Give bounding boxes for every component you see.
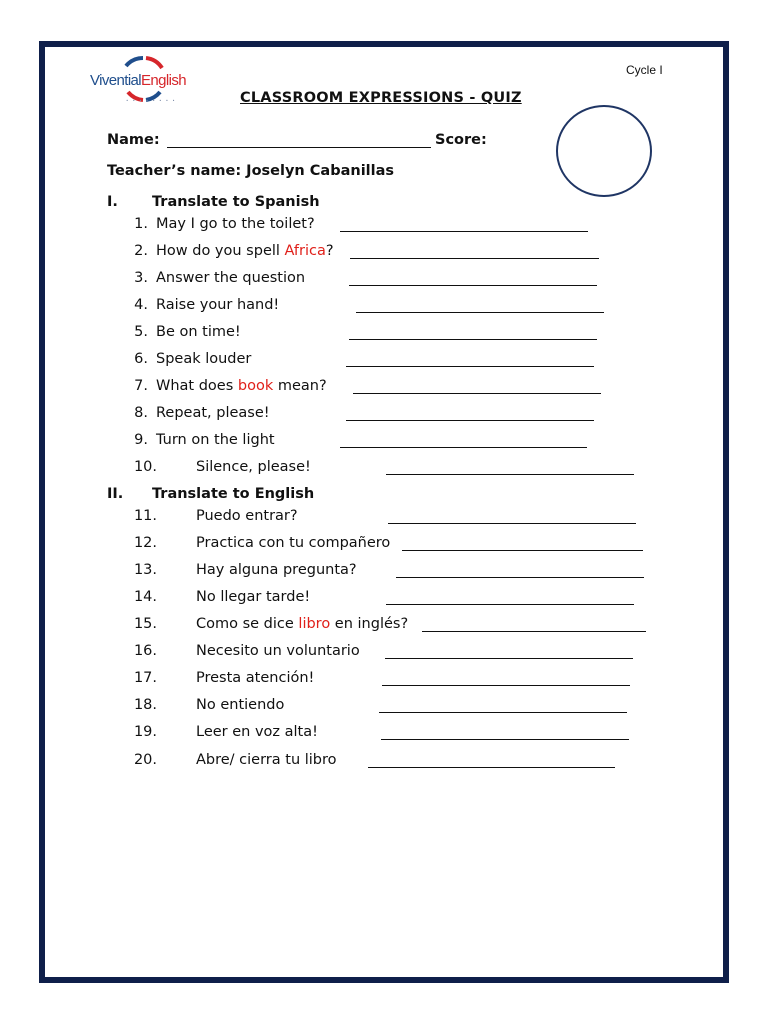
- item-prompt: What does book mean?: [156, 378, 327, 394]
- answer-blank[interactable]: [385, 658, 633, 659]
- item-number: 13.: [133, 562, 157, 578]
- item-prompt: No llegar tarde!: [196, 589, 311, 605]
- cycle-label: Cycle I: [626, 63, 663, 77]
- item-number: 9.: [134, 432, 148, 448]
- item-prompt: Abre/ cierra tu libro: [196, 752, 337, 768]
- item-prompt: Repeat, please!: [156, 405, 270, 421]
- page-title: CLASSROOM EXPRESSIONS - QUIZ: [240, 90, 522, 106]
- item-prompt: Puedo entrar?: [196, 508, 298, 524]
- item-number: 2.: [134, 243, 148, 259]
- item-prompt: May I go to the toilet?: [156, 216, 315, 232]
- item-prompt: Necesito un voluntario: [196, 643, 360, 659]
- item-prompt: How do you spell Africa?: [156, 243, 334, 259]
- item-prompt: Presta atención!: [196, 670, 315, 686]
- answer-blank[interactable]: [402, 550, 643, 551]
- answer-blank[interactable]: [386, 604, 634, 605]
- answer-blank[interactable]: [396, 577, 644, 578]
- answer-blank[interactable]: [340, 447, 587, 448]
- logo-tagline-decoration: • • • • • • • •: [126, 98, 177, 103]
- item-number: 18.: [133, 697, 157, 713]
- item-number: 5.: [134, 324, 148, 340]
- item-number: 19.: [133, 724, 157, 740]
- item-prompt: Be on time!: [156, 324, 241, 340]
- name-field[interactable]: [167, 147, 431, 148]
- item-prompt: Practica con tu compañero: [196, 535, 391, 551]
- item-prompt: Turn on the light: [156, 432, 275, 448]
- item-prompt: Hay alguna pregunta?: [196, 562, 357, 578]
- name-label: Name:: [107, 132, 160, 148]
- section-1-number: I.: [107, 194, 118, 210]
- item-prompt: Como se dice libro en inglés?: [196, 616, 409, 632]
- item-number: 8.: [134, 405, 148, 421]
- item-number: 7.: [134, 378, 148, 394]
- item-number: 15.: [133, 616, 157, 632]
- section-1-title: Translate to Spanish: [152, 194, 320, 210]
- item-number: 6.: [134, 351, 148, 367]
- section-2-number: II.: [107, 486, 124, 502]
- answer-blank[interactable]: [422, 631, 646, 632]
- answer-blank[interactable]: [368, 767, 615, 768]
- answer-blank[interactable]: [350, 258, 599, 259]
- highlighted-word: libro: [298, 616, 331, 632]
- item-number: 16.: [133, 643, 157, 659]
- item-prompt: Speak louder: [156, 351, 252, 367]
- score-label: Score:: [435, 132, 487, 148]
- logo-wordmark: ViventialEnglish: [90, 72, 187, 89]
- answer-blank[interactable]: [356, 312, 604, 313]
- item-prompt: Answer the question: [156, 270, 306, 286]
- item-number: 14.: [133, 589, 157, 605]
- item-number: 3.: [134, 270, 148, 286]
- item-number: 4.: [134, 297, 148, 313]
- item-number: 1.: [134, 216, 148, 232]
- answer-blank[interactable]: [386, 474, 634, 475]
- teacher-name: Teacher’s name: Joselyn Cabanillas: [107, 163, 395, 179]
- item-number: 17.: [133, 670, 157, 686]
- item-number: 12.: [133, 535, 157, 551]
- answer-blank[interactable]: [349, 285, 597, 286]
- item-prompt: Silence, please!: [196, 459, 311, 475]
- highlighted-word: Africa: [284, 243, 326, 259]
- answer-blank[interactable]: [382, 685, 630, 686]
- score-circle: [556, 105, 652, 197]
- answer-blank[interactable]: [346, 420, 594, 421]
- vivential-english-logo: [88, 54, 200, 110]
- answer-blank[interactable]: [381, 739, 629, 740]
- item-prompt: Leer en voz alta!: [196, 724, 318, 740]
- item-number: 20.: [133, 752, 157, 768]
- item-prompt: No entiendo: [196, 697, 285, 713]
- item-prompt: Raise your hand!: [156, 297, 280, 313]
- answer-blank[interactable]: [349, 339, 597, 340]
- answer-blank[interactable]: [388, 523, 636, 524]
- answer-blank[interactable]: [353, 393, 601, 394]
- section-2-title: Translate to English: [152, 486, 315, 502]
- item-number: 10.: [133, 459, 157, 475]
- item-number: 11.: [133, 508, 157, 524]
- answer-blank[interactable]: [346, 366, 594, 367]
- answer-blank[interactable]: [379, 712, 627, 713]
- answer-blank[interactable]: [340, 231, 588, 232]
- highlighted-word: book: [237, 378, 274, 394]
